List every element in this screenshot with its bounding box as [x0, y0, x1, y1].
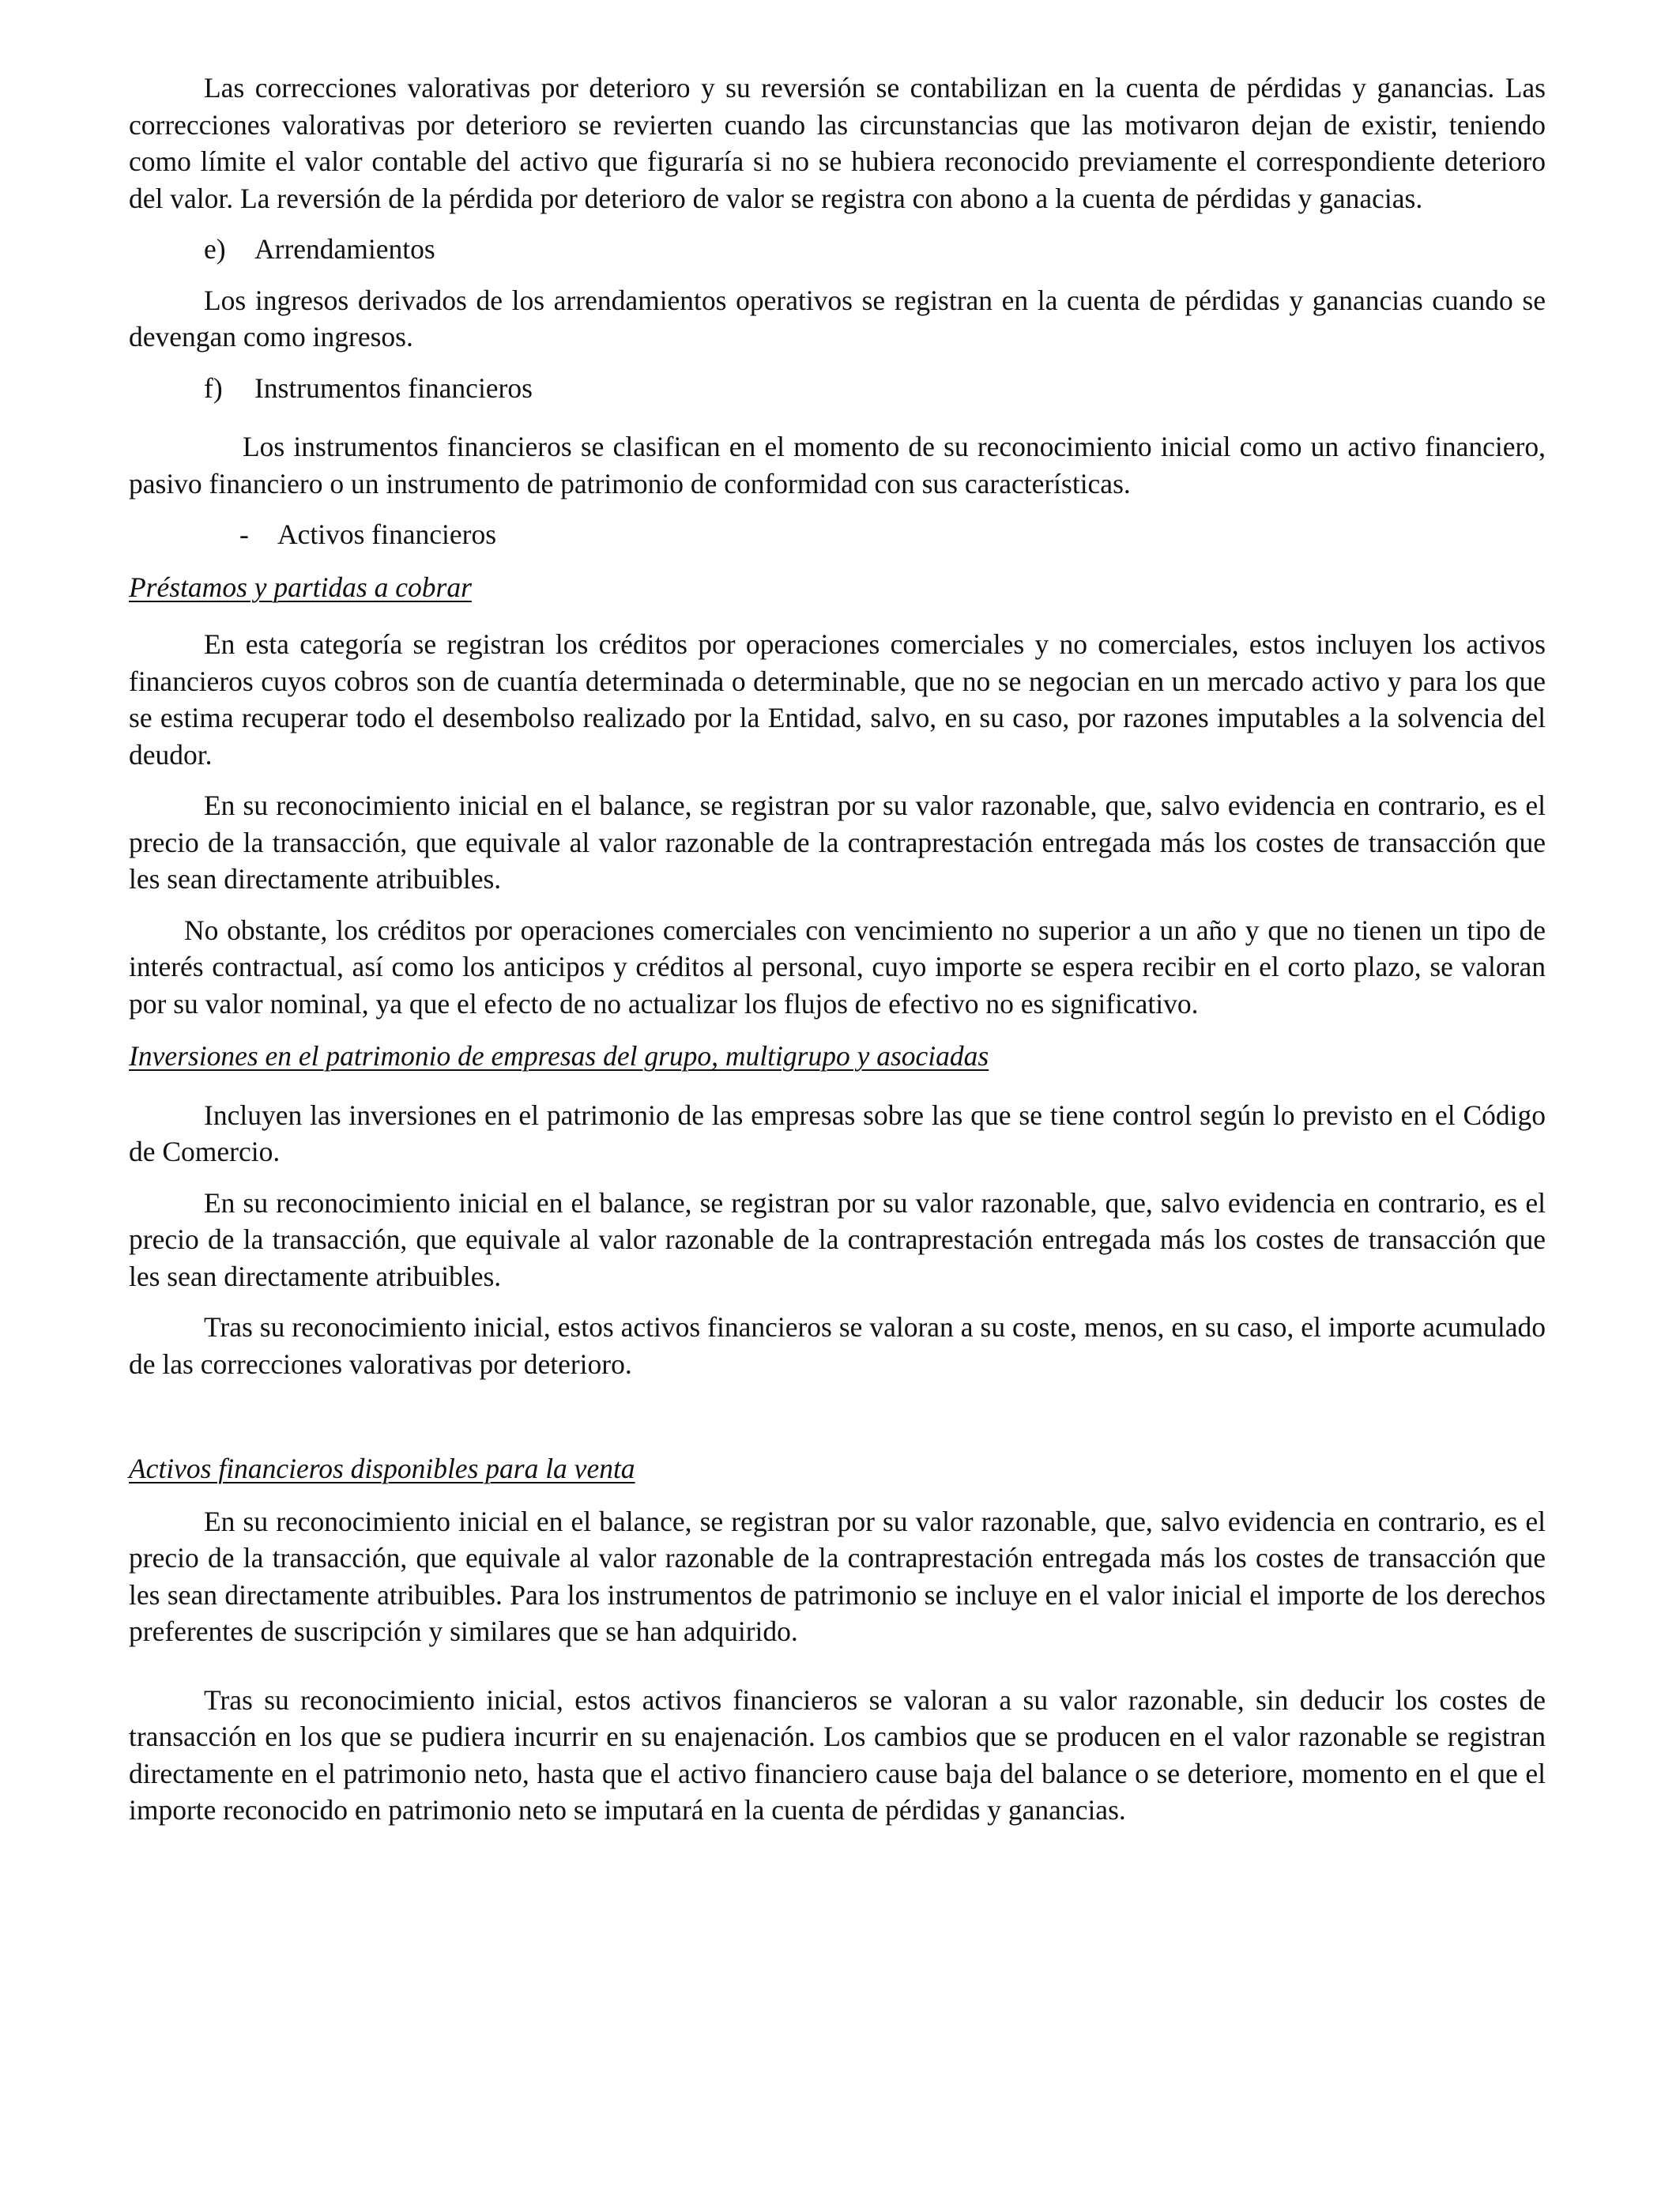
paragraph-impairment-reversal: Las correcciones valorativas por deterioro y su reversión se contabilizan en la cuenta de pérdidas y ganancias. Las correcciones valorativas por deterioro se revierten cuando las circunstancias que las motivaron dejan de existir, teniendo como límite el valor contable del activo que figuraría si no se hubiera reconocido previamente el correspondiente deterioro del valor. La reversión de la pérdida por deterioro de valor se registra con abono a la cuenta de pérdidas y ganacias. — [129, 72, 1546, 214]
list-marker-f: f) — [204, 371, 223, 404]
paragraph-investments-after: Tras su reconocimiento inicial, estos activos financieros se valoran a su coste, menos, en su caso, el importe acumulado de las correcciones valorativas por deterioro. — [129, 1311, 1546, 1380]
dash-marker: - — [239, 518, 249, 550]
paragraph-investments-initial: En su reconocimiento inicial en el balance, se registran por su valor razonable, que, salvo evidencia en contrario, es el precio de la transacción, que equivale al valor razonable de la contraprestación entregada más los costes de transacción que les sean directamente atribuibles. — [129, 1186, 1546, 1292]
list-label-arrendamientos: Arrendamientos — [254, 233, 435, 265]
list-item-f — [129, 370, 1546, 407]
paragraph-loans-category: En esta categoría se registran los créditos por operaciones comerciales y no comerciales, estos incluyen los activos financieros cuyos cobros son de cuantía determinada o determinable, que no se negocian en un mercado activo y para los que se estima recuperar todo el desembolso realizado por la Entidad, salvo, en su caso, por razones imputables a la solvencia del deudor. — [129, 628, 1546, 771]
list-item-activos — [129, 516, 1546, 553]
list-label-instrumentos: Instrumentos financieros — [254, 371, 533, 404]
list-marker-e: e) — [204, 233, 226, 265]
paragraph-investments-include: Incluyen las inversiones en el patrimonio de las empresas sobre las que se tiene control según lo previsto en el Código de Comercio. — [129, 1099, 1546, 1167]
paragraph-available-initial: En su reconocimiento inicial en el balance, se registran por su valor razonable, que, salvo evidencia en contrario, es el precio de la transacción, que equivale al valor razonable de la contraprestación entregada más los costes de transacción que les sean directamente atribuibles. Para los instrumentos de patrimonio se incluye en el valor inicial el importe de los derechos preferentes de suscripción y similares que se han adquirido. — [129, 1505, 1546, 1647]
paragraph-financial-instruments: Los instrumentos financieros se clasifican en el momento de su reconocimiento inicial como un activo financiero, pasivo financiero o un instrumento de patrimonio de conformidad con sus características. — [129, 431, 1546, 499]
paragraph-available-after: Tras su reconocimiento inicial, estos activos financieros se valoran a su valor razonable, sin deducir los costes de transacción en los que se pudiera incurrir en su enajenación. Los cambios que se producen en el valor razonable se registran directamente en el patrimonio neto, hasta que el activo financiero cause baja del balance o se deteriore, momento en el que el importe reconocido en patrimonio neto se imputará en la cuenta de pérdidas y ganancias. — [129, 1683, 1546, 1826]
list-label-activos-financieros: Activos financieros — [277, 518, 497, 550]
heading-disponibles: Activos financieros disponibles para la venta — [129, 1453, 635, 1484]
paragraph-loans-initial: En su reconocimiento inicial en el balance, se registran por su valor razonable, que, salvo evidencia en contrario, es el precio de la transacción, que equivale al valor razonable de la contraprestación entregada más los costes de transacción que les sean directamente atribuibles. — [129, 790, 1546, 895]
heading-prestamos: Préstamos y partidas a cobrar — [129, 571, 472, 603]
list-item-e — [129, 231, 1546, 268]
paragraph-leases: Los ingresos derivados de los arrendamientos operativos se registran en la cuenta de pérdidas y ganancias cuando se devengan como ingresos. — [129, 284, 1546, 352]
heading-inversiones: Inversiones en el patrimonio de empresas del grupo, multigrupo y asociadas — [129, 1040, 989, 1072]
paragraph-loans-nominal: No obstante, los créditos por operaciones comerciales con vencimiento no superior a un año y que no tienen un tipo de interés contractual, así como los anticipos y créditos al personal, cuyo importe se espera recibir en el corto plazo, se valoran por su valor nominal, ya que el efecto de no actualizar los flujos de efectivo no es significativo. — [129, 914, 1546, 1020]
